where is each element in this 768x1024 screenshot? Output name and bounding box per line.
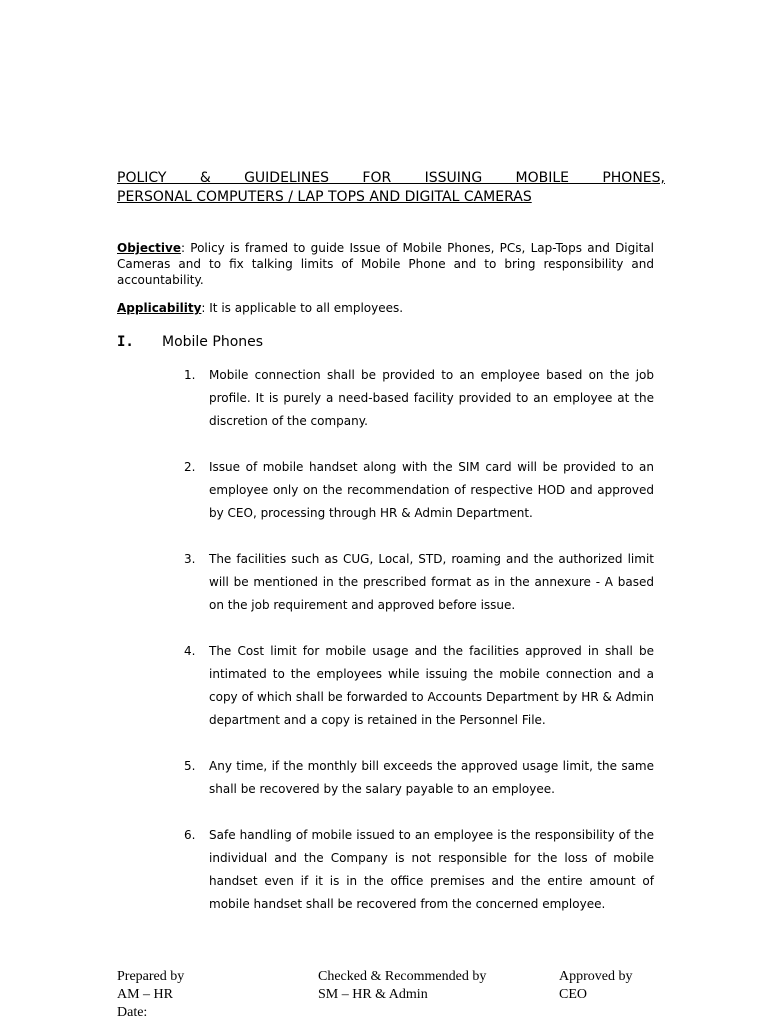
section-heading [117,333,263,351]
list-item-text: Safe handling of mobile issued to an employee is the responsibility of the individual and the Company is not responsible for the loss of mobile handset even if it is in the office premises and the entire amount of mobile handset shall be recovered from the concerned employee. [209,828,654,911]
list-item-number: 4. [184,644,196,658]
checked-by: SM – HR & Admin [318,987,428,1002]
section-number: I. [117,334,134,350]
list-item-number: 6. [184,828,196,842]
applicability-text: : It is applicable to all employees. [201,301,404,315]
list-item [180,456,654,525]
applicability-label: Applicability [117,301,202,315]
checked-label: Checked & Recommended by [318,969,487,984]
mobile-phone-rules-list [180,364,654,939]
list-item-number: 3. [184,552,196,566]
list-item [180,364,654,433]
checked-by-block [318,968,486,1004]
list-item-text: Issue of mobile handset along with the SIM card will be provided to an employee only on the recommendation of respective HOD and approved by CEO, processing through HR & Admin Department. [209,460,654,520]
title-line-1: POLICY & GUIDELINES FOR ISSUING MOBILE PHONES, [117,170,665,186]
prepared-label: Prepared by [117,969,185,984]
list-item [180,548,654,617]
list-item-number: 1. [184,368,196,382]
objective-text: : Policy is framed to guide Issue of Mobile Phones, PCs, Lap-Tops and Digital Cameras and to fix talking limits of Mobile Phone and to bring responsibility and accountability. [117,241,654,287]
list-item [180,824,654,916]
list-item [180,640,654,732]
title-line-2: PERSONAL COMPUTERS / LAP TOPS AND DIGITAL CAMERAS [117,189,532,205]
objective-paragraph [117,240,654,288]
applicability-paragraph [117,300,654,316]
approved-label: Approved by [559,969,633,984]
prepared-by: AM – HR [117,987,174,1002]
list-item-text: The facilities such as CUG, Local, STD, roaming and the authorized limit will be mentioned in the prescribed format as in the annexure - A based on the job requirement and approved before issue. [209,552,654,612]
approved-by: CEO [559,987,587,1002]
prepared-by-block [117,968,184,1022]
list-item-text: The Cost limit for mobile usage and the facilities approved in shall be intimated to the employees while issuing the mobile connection and a copy of which shall be forwarded to Accounts Department by HR & Admin department and a copy is retained in the Personnel File. [209,644,654,727]
date-label: Date: [117,1005,148,1020]
objective-label: Objective [117,241,181,255]
section-title: Mobile Phones [162,334,264,350]
list-item-number: 5. [184,759,196,773]
list-item-text: Any time, if the monthly bill exceeds the approved usage limit, the same shall be recovered by the salary payable to an employee. [209,759,654,796]
list-item-text: Mobile connection shall be provided to an employee based on the job profile. It is purely a need-based facility provided to an employee at the discretion of the company. [209,368,654,428]
approved-by-block [559,968,633,1004]
list-item [180,755,654,801]
list-item-number: 2. [184,460,196,474]
document-title [117,169,665,207]
